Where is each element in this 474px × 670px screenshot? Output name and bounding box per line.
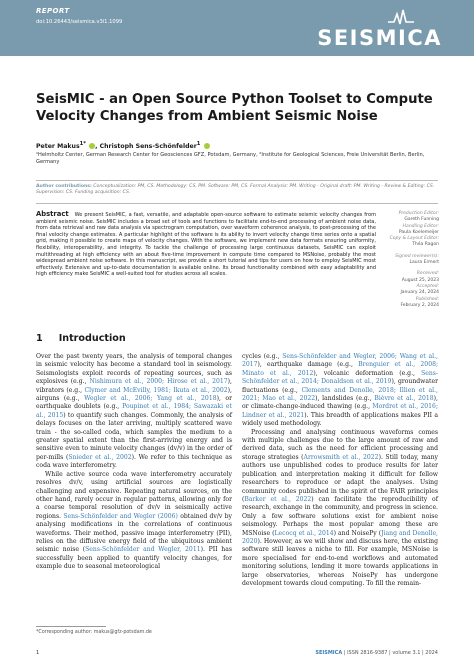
body-column-left (36, 353, 232, 572)
journal-info: | ISSN 2816-9387 | volume 3.1 | 2024 (342, 650, 438, 656)
author-marks: 1* (79, 141, 86, 147)
meta-value: Paula Koelemeijer (398, 229, 439, 235)
meta-value: January 24, 2024 (400, 290, 439, 296)
citation-link[interactable]: Brenguier et al., 2008; Minato et al., 2012 (242, 361, 438, 377)
orcid-icon[interactable] (89, 143, 95, 149)
meta-value: Théa Ragon (412, 242, 439, 248)
meta-label: Copy & Layout Editor: (389, 236, 439, 242)
meta-value: Laura Ermert (409, 260, 439, 266)
affiliations: ¹Helmholtz Center, German Research Center for Geosciences GFZ, Potsdam, Germany, ²Institute for Geological Sciences, Freie Universität Berlin, Berlin, Germany (36, 152, 425, 165)
citation-link[interactable]: Arrowsmith et al., 2022 (303, 453, 379, 461)
abstract (36, 211, 376, 278)
meta-label: Received: (416, 271, 439, 277)
author-contributions (36, 184, 438, 197)
abstract-heading: Abstract (36, 210, 69, 218)
citation-link[interactable]: Clements and Denolle, 2018; Illien et al., 2021; Mao et al., 2022 (242, 386, 438, 403)
citation-link[interactable]: Sens-Schönfelder et al., 2014; Donaldson et al., 2019 (242, 369, 438, 386)
abstract-text: We present SeisMIC, a fast, versatile, and adaptable open-source software to estimate seismic velocity changes from ambient seismic noise. SeisMIC includes a broad set of tools and functions to facilitate end-to-end processing of ambient noise data, from data retrieval and raw data analysis via spectrogram computation, over waveform coherence analysis, to post-processing of the final velocity change estimates. A particular highlight of the software is its ability to invert velocity change time series onto a spatial grid, making it possible to create maps of velocity changes. With the software, we implement new data formats ensuring uniformity, flexibility, interoperability, and integrity. To tackle the challenge of processing large continuous datasets, SeisMIC can exploit multithreading at high efficiency with an about five-time improvement in compute time compared to MSNoise, probably the most widespread ambient noise software. In this manuscript, we provide a short tutorial and tips for users on how to employ SeisMIC most effectively. Extensive and up-to-date documentation is available online. Its broad functionality combined with easy adaptability and high efficiency make SeisMIC a well-suited tool for studies across all scales. (36, 212, 376, 278)
citation-link[interactable]: Snieder et al., 2002 (68, 453, 132, 461)
meta-value: Gareth Funning (404, 217, 439, 223)
citation-link[interactable]: Sens-Schönfelder and Wegler, 2006; Wang et al., 2017 (242, 353, 438, 369)
author-name[interactable]: Peter Makus (36, 143, 80, 151)
citation-link[interactable]: Clymer and McEvilly, 1981; Ikuta et al., 2002 (84, 386, 228, 394)
contributions-text: Conceptualization: PM, CS. Methodology: CS, PM. Software: PM, CS. Formal Analysis: PM. Writing - Original draft: PM. Writing - Review & Editing: CS. Supervision: CS. Funding acquisition: CS. (36, 184, 435, 196)
author-list: Peter Makus$^{1*}$ , Christoph Sens-Schönfelder$^1$ (36, 141, 210, 150)
page-number: 1 (36, 650, 40, 656)
logo-wave-icon (386, 8, 416, 26)
corresponding-author-footnote: *Corresponding author: makus@gfz-potsdam.de (36, 630, 152, 635)
citation-link[interactable]: Nishimura et al., 2000; Hirose et al., 2017 (89, 378, 228, 386)
citation-link[interactable]: Sens-Schönfelder and Wegler (2006) (63, 512, 178, 520)
citation-link[interactable]: Jiang and Denolle, 2020 (242, 529, 438, 545)
author-name[interactable]: Christoph Sens-Schönfelder (99, 143, 197, 151)
meta-label: Signed reviewer(s): (395, 253, 439, 259)
divider (36, 203, 438, 204)
section-title: Introduction (58, 333, 126, 344)
meta-value: August 25, 2023 (401, 277, 439, 283)
meta-label: Published: (415, 296, 439, 302)
meta-label: Production Editor: (398, 211, 439, 216)
meta-label: Accepted: (416, 283, 439, 289)
report-label: REPORT (36, 7, 70, 15)
section-heading (36, 333, 126, 344)
body-column-right (242, 353, 438, 588)
citation-link[interactable]: Wegler et al., 2006; Yang et al., 2018 (84, 395, 217, 403)
paragraph: While active source coda wave interferometry accurately resolves dv/v, using artificial sources are logistically challenging and expensive. Repeating natural sources, on the other hand, rarely occur in regular patterns, allowing only for a coarse temporal resolution of dv/v in seismically active regions. Sens-Schönfelder and Wegler (2006) obtained dv/v by analysing modifications in the correlations of continuous waveforms. Their method, passive image interferometry (PII), relies on the diffusive energy field of the ubiquitous ambient seismic noise (Sens-Schönfelder and Wegler, 2011). PII has successfully been applied to quantify velocity changes, for example due to seasonal meteorological (36, 470, 232, 571)
journal-name[interactable]: SEISMICA (315, 650, 343, 656)
contributions-label: Author contributions: (36, 184, 92, 189)
meta-value: February 2, 2024 (400, 302, 439, 308)
journal-footer (315, 650, 438, 656)
footnote-divider (36, 626, 106, 627)
paragraph: Processing and analysing continuous waveforms comes with multiple challenges due to the large amount of raw and derived data, such as the need for efficient processing and storage strategies (Arrowsmith et al., 2022). Still today, many authors use unpublished codes to produce results for later publication and interpretation making it difficult for fellow researchers to reproduce or adapt the analyses. Using community codes published in the spirit of the FAIR principles (Barker et al., 2022) can facilitate the reproducibility of research, exchange in the community, and progress in science. Only a few software solutions exist for ambient noise seismology. Perhaps the most popular among these are MSNoise (Lecocq et al., 2014) and NoisePy (Jiang and Denolle, 2020). However, as we will show and discuss here, the existing software still leaves a niche to fill. For example, MSNoise is more specialised for end-to-end workflows and automated monitoring solutions, lending it more towards applications in large observatories, whereas NoisePy has undergone development towards cloud computing. To fill the remain- (242, 428, 438, 587)
section-number: 1 (36, 333, 43, 344)
paragraph: Over the past twenty years, the analysis of temporal changes in seismic velocity has become a standard tool in seismology. Seismologists exploit records of repeating sources, such as explosives (e.g., Nishimura et al., 2000; Hirose et al., 2017), vibrators (e.g., Clymer and McEvilly, 1981; Ikuta et al., 2002), airguns (e.g., Wegler et al., 2006; Yang et al., 2018), or earthquake doublets (e.g., Poupinet et al., 1984; Sawazaki et al., 2015) to quantify such changes. Commonly, the analysis of delays focuses on the later arriving, multiply scattered wave train - the so-called coda, which samples the medium to a greater spatial extent than the first-arriving energy and is sensitive even to minute velocity changes (dv/v) in the order of per-mills (Snieder et al., 2002). We refer to this technique as coda wave interferometry. (36, 353, 233, 470)
citation-link[interactable]: Sens-Schönfelder and Wegler, 2011 (85, 546, 201, 554)
journal-logo: SEISMICA (317, 26, 442, 50)
meta-label: Handling Editor: (402, 223, 439, 229)
author-marks: 1 (196, 141, 201, 147)
header-band (0, 0, 474, 56)
editorial-metadata (359, 211, 439, 309)
divider (36, 180, 438, 181)
citation-link[interactable]: Bièvre et al., 2018 (374, 395, 434, 403)
doi-link[interactable]: doi:10.26443/seismica.v3i1.1099 (36, 19, 123, 25)
orcid-icon[interactable] (204, 143, 210, 149)
paragraph: cycles (e.g., Sens-Schönfelder and Wegler, 2006; Wang et al., 2017), earthquake damage (e.g., Brenguier et al., 2008; Minato et al., 2012), volcanic deformation (e.g., Sens-Schönfelder et al., 2014; Donaldson et al., 2019), groundwater fluctuations (e.g., Clements and Denolle, 2018; Illien et al., 2021; Mao et al., 2022), landslides (e.g., Bièvre et al., 2018), or climate-change-induced thawing (e.g., Mordret et al., 2016; Lindner et al., 2021). This breadth of applications makes PII a widely used methodology. (242, 353, 438, 428)
citation-link[interactable]: Mordret et al., 2016; Lindner et al., 2021 (242, 403, 438, 419)
citation-link[interactable]: Barker et al., 2022 (244, 495, 312, 503)
citation-link[interactable]: Poupinet et al., 1984; Sawazaki et al., 2015 (36, 403, 232, 419)
citation-link[interactable]: Lecocq et al., 2014 (274, 529, 334, 537)
paper-title: SeisMIC - an Open Source Python Toolset to Compute Velocity Changes from Ambient Seismic Noise (36, 92, 433, 124)
